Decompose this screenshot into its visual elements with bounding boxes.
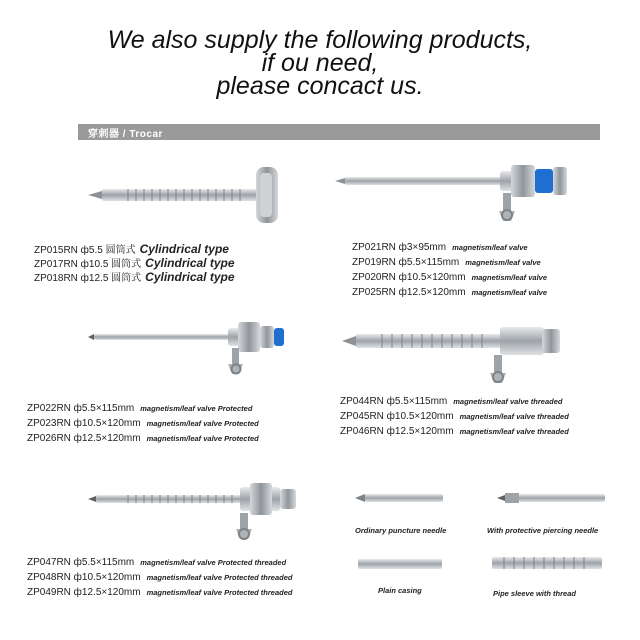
section-banner-label: 穿刺器 / Trocar — [88, 129, 163, 140]
pipe-sleeve-with-thread-image — [492, 555, 602, 571]
product-feature: magnetism/leaf valve Protected threaded — [146, 588, 293, 597]
product-feature: magnetism/leaf valve threaded — [459, 427, 569, 436]
product-code: ZP015RN ф5.5 圆筒式 — [34, 245, 136, 256]
product-code: ZP019RN ф5.5×115mm — [352, 257, 460, 268]
product-feature: magnetism/leaf valve threaded — [453, 397, 563, 406]
headline-line-2: if ou need, — [261, 49, 379, 77]
product-type: Cylindrical type — [145, 270, 235, 284]
product-feature: magnetism/leaf valve threaded — [459, 412, 569, 421]
spec-row — [27, 433, 259, 445]
valve-trocar-image — [335, 163, 575, 233]
spec-row — [352, 257, 541, 269]
product-code: ZP021RN ф3×95mm — [352, 242, 447, 253]
spec-row — [34, 257, 235, 271]
product-code: ZP045RN ф10.5×120mm — [340, 411, 454, 422]
product-feature: magnetism/leaf valve — [471, 273, 548, 282]
spec-row — [352, 242, 528, 254]
spec-row — [352, 287, 547, 299]
protected-trocar-image — [88, 322, 298, 382]
product-type: Cylindrical type — [139, 242, 229, 256]
threaded-trocar-image — [342, 323, 567, 388]
spec-row — [27, 403, 252, 415]
product-code: ZP022RN ф5.5×115mm — [27, 403, 135, 414]
product-code: ZP046RN ф12.5×120mm — [340, 426, 454, 437]
cylindrical-trocar-image — [88, 165, 288, 225]
spec-row — [340, 426, 569, 438]
product-code: ZP049RN ф12.5×120mm — [27, 587, 141, 598]
product-code: ZP017RN ф10.5 圆筒式 — [34, 259, 142, 270]
section-banner — [78, 124, 600, 140]
spec-row — [34, 271, 235, 285]
spec-row — [340, 396, 562, 408]
product-code: ZP025RN ф12.5×120mm — [352, 287, 466, 298]
product-code: ZP026RN ф12.5×120mm — [27, 433, 141, 444]
product-feature: magnetism/leaf valve Protected — [146, 434, 259, 443]
product-feature: magnetism/leaf valve Protected — [140, 404, 253, 413]
ordinary-puncture-needle-image — [355, 490, 445, 506]
product-feature: magnetism/leaf valve Protected — [146, 419, 259, 428]
spec-row — [352, 272, 547, 284]
caption-protective-piercing-needle: With protective piercing needle — [487, 526, 599, 535]
protected-threaded-trocar-image — [88, 483, 303, 545]
product-code: ZP047RN ф5.5×115mm — [27, 557, 135, 568]
product-feature: magnetism/leaf valve Protected threaded — [146, 573, 293, 582]
product-feature: magnetism/leaf valve — [452, 243, 528, 252]
product-feature: magnetism/leaf valve — [471, 288, 548, 297]
product-feature: magnetism/leaf valve Protected threaded — [140, 558, 287, 567]
product-code: ZP020RN ф10.5×120mm — [352, 272, 466, 283]
caption-plain-casing: Plain casing — [378, 586, 422, 595]
spec-row — [340, 411, 569, 423]
spec-row — [27, 587, 292, 599]
spec-row — [34, 243, 229, 257]
caption-ordinary-puncture-needle: Ordinary puncture needle — [355, 526, 447, 535]
headline-line-3: please concact us. — [216, 72, 424, 100]
spec-row — [27, 572, 292, 584]
product-code: ZP044RN ф5.5×115mm — [340, 396, 448, 407]
caption-pipe-sleeve-with-thread: Pipe sleeve with thread — [493, 589, 576, 598]
product-feature: magnetism/leaf valve — [465, 258, 541, 267]
spec-row — [27, 557, 286, 569]
plain-casing-image — [358, 557, 442, 571]
spec-row — [27, 418, 259, 430]
protective-piercing-needle-image — [497, 490, 607, 506]
headline-line-1: We also supply the following products, — [107, 26, 533, 54]
product-code: ZP048RN ф10.5×120mm — [27, 572, 141, 583]
product-code: ZP023RN ф10.5×120mm — [27, 418, 141, 429]
product-type: Cylindrical type — [145, 256, 235, 270]
product-code: ZP018RN ф12.5 圆筒式 — [34, 273, 142, 284]
